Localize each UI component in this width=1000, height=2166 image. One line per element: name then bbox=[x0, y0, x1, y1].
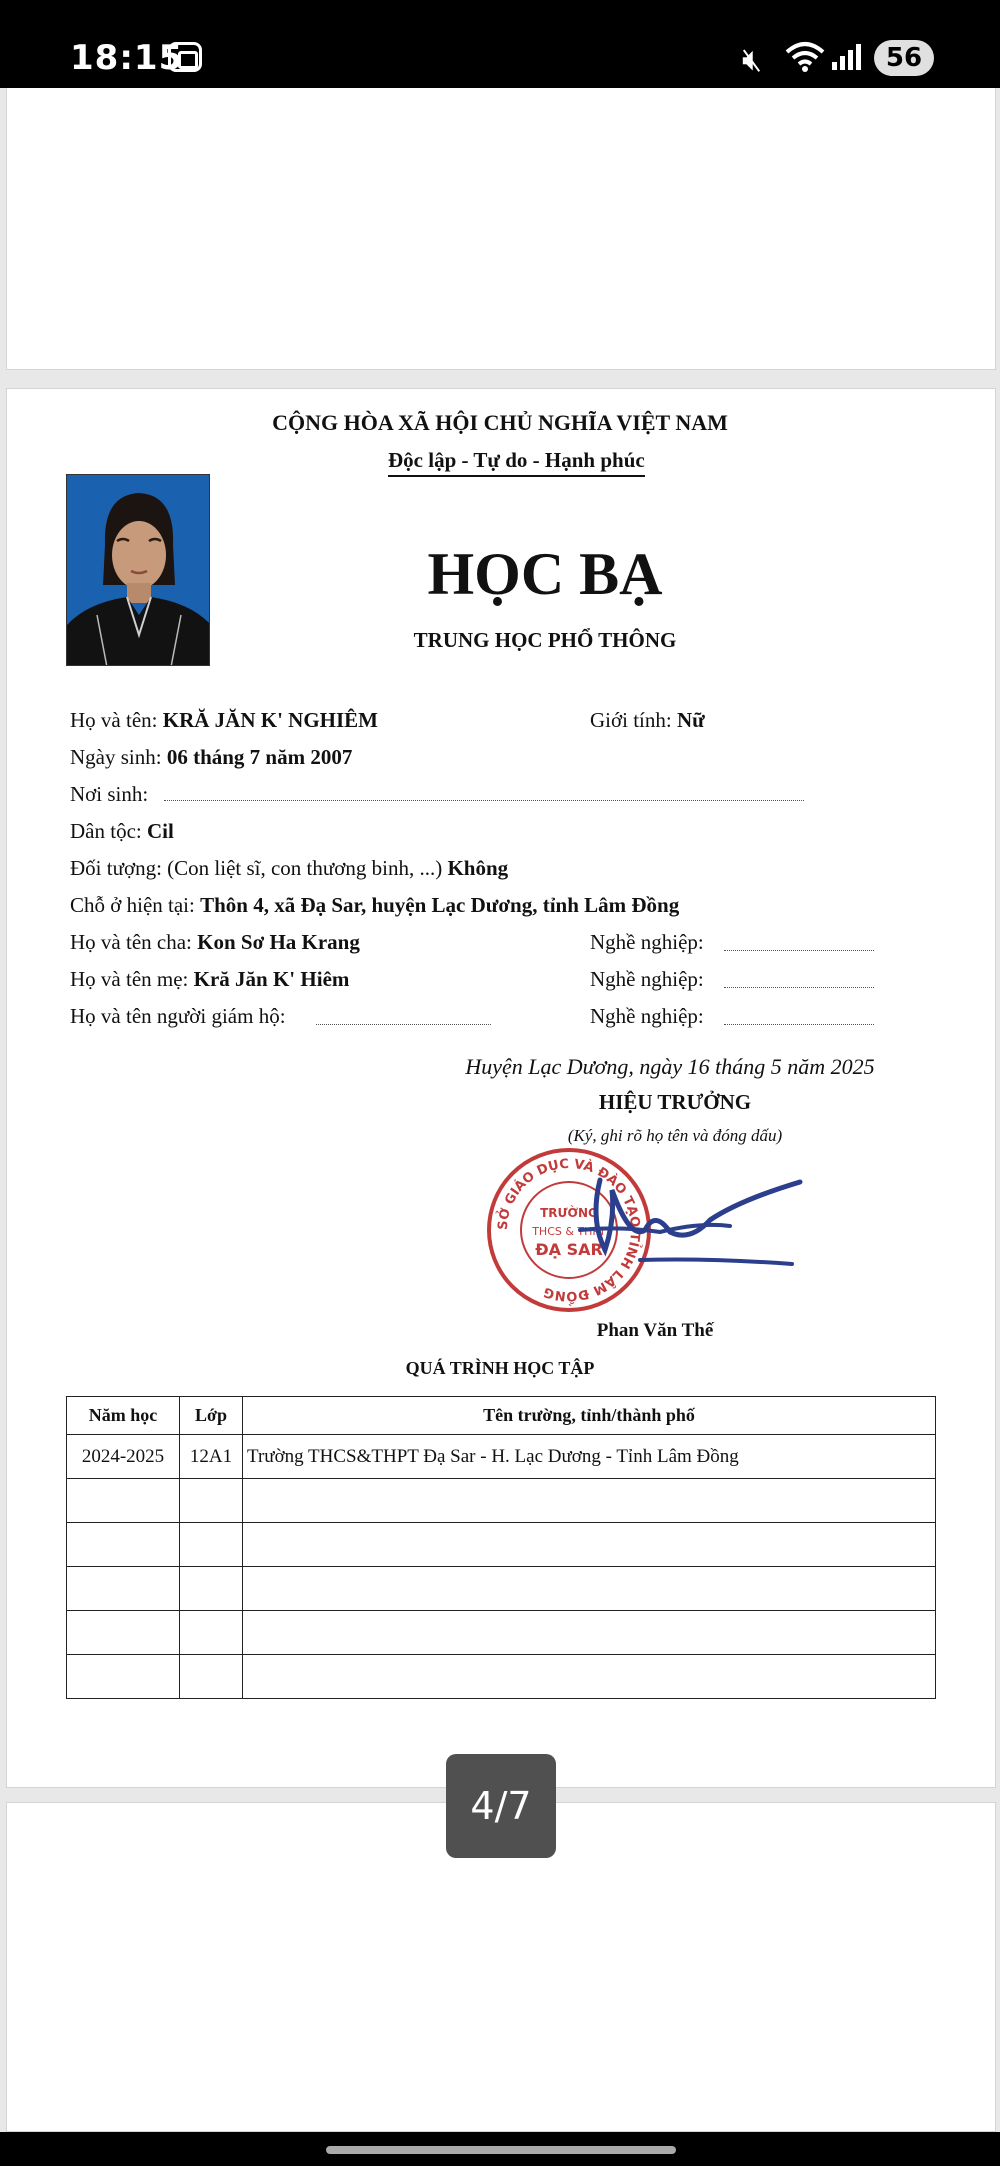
stamp-line-2: THCS & THPT bbox=[532, 1225, 606, 1238]
wifi-icon bbox=[785, 40, 825, 80]
screenshot-icon bbox=[168, 42, 202, 72]
table-row bbox=[67, 1655, 936, 1699]
cell-school-year: 2024-2025 bbox=[67, 1435, 180, 1479]
header-class: Lớp bbox=[180, 1397, 243, 1435]
history-table bbox=[66, 1396, 936, 1699]
table-row bbox=[67, 1567, 936, 1611]
cell-school-year bbox=[67, 1611, 180, 1655]
nation-heading: CỘNG HÒA XÃ HỘI CHỦ NGHĨA VIỆT NAM bbox=[272, 410, 728, 435]
signature-note: (Ký, ghi rõ họ tên và đóng dấu) bbox=[567, 1126, 783, 1145]
cell-school-name bbox=[243, 1611, 936, 1655]
guardian-occupation-field: Nghề nghiệp: bbox=[590, 1004, 704, 1028]
cell-school-name bbox=[243, 1567, 936, 1611]
clock: 18:15 bbox=[70, 38, 184, 78]
father-occupation-field: Nghề nghiệp: bbox=[590, 930, 704, 954]
stamp-line-3: ĐẠ SAR bbox=[535, 1240, 603, 1259]
mother-occupation-field: Nghề nghiệp: bbox=[590, 967, 704, 991]
father-name: Kon Sơ Ha Krang bbox=[197, 930, 360, 954]
mute-icon: 🔇︎ bbox=[742, 40, 763, 78]
cell-class: 12A1 bbox=[180, 1435, 243, 1479]
student-name-field: Họ và tên: KRĂ JĂN K' NGHIÊM bbox=[70, 708, 378, 732]
principal-signature bbox=[560, 1160, 810, 1290]
mother-name: Kră Jăn K' Hiêm bbox=[193, 967, 350, 991]
dob-value: 06 tháng 7 năm 2007 bbox=[166, 745, 353, 769]
navigation-bar bbox=[0, 2132, 1000, 2166]
dob-field: Ngày sinh: 06 tháng 7 năm 2007 bbox=[70, 745, 353, 769]
cell-school-name bbox=[243, 1523, 936, 1567]
category-value: Không bbox=[447, 856, 509, 880]
student-name: KRĂ JĂN K' NGHIÊM bbox=[162, 708, 378, 732]
mother-occupation-blank bbox=[724, 987, 874, 988]
father-field: Họ và tên cha: Kon Sơ Ha Krang bbox=[70, 930, 360, 954]
stamp-line-1: TRƯỜNG bbox=[540, 1206, 598, 1220]
cell-class bbox=[180, 1479, 243, 1523]
document-subtitle: TRUNG HỌC PHỔ THÔNG bbox=[413, 628, 677, 652]
principal-title: HIỆU TRƯỞNG bbox=[598, 1090, 752, 1114]
history-title: QUÁ TRÌNH HỌC TẬP bbox=[405, 1358, 595, 1378]
signal-icon bbox=[832, 40, 864, 72]
birthplace-blank bbox=[164, 800, 804, 801]
cell-class bbox=[180, 1523, 243, 1567]
status-bar bbox=[0, 0, 1000, 88]
gender-field: Giới tính: Nữ bbox=[590, 708, 705, 732]
student-photo bbox=[66, 474, 210, 666]
table-row bbox=[67, 1523, 936, 1567]
category-field: Đối tượng: (Con liệt sĩ, con thương binh, ...) Không bbox=[70, 856, 509, 880]
cell-school-year bbox=[67, 1523, 180, 1567]
battery-indicator: 56 bbox=[874, 40, 934, 76]
cell-school-year bbox=[67, 1479, 180, 1523]
cell-school-name bbox=[243, 1655, 936, 1699]
header-school-year: Năm học bbox=[67, 1397, 180, 1435]
document-title: HỌC BẠ bbox=[427, 541, 663, 607]
table-row bbox=[67, 1435, 936, 1479]
mother-field: Họ và tên mẹ: Kră Jăn K' Hiêm bbox=[70, 967, 350, 991]
ethnicity-value: Cil bbox=[146, 819, 174, 843]
guardian-blank bbox=[316, 1024, 491, 1025]
guardian-occupation-blank bbox=[724, 1024, 874, 1025]
cell-school-name: Trường THCS&THPT Đạ Sar - H. Lạc Dương - Tỉnh Lâm Đồng bbox=[243, 1435, 936, 1479]
page-indicator: 4/7 bbox=[446, 1754, 556, 1858]
cell-class bbox=[180, 1655, 243, 1699]
gender-value: Nữ bbox=[676, 708, 705, 732]
father-occupation-blank bbox=[724, 950, 874, 951]
cell-school-year bbox=[67, 1655, 180, 1699]
cell-class bbox=[180, 1611, 243, 1655]
cell-school-year bbox=[67, 1567, 180, 1611]
table-header-row bbox=[67, 1397, 936, 1435]
residence-field: Chỗ ở hiện tại: Thôn 4, xã Đạ Sar, huyện Lạc Dương, tỉnh Lâm Đồng bbox=[70, 893, 680, 917]
place-date: Huyện Lạc Dương, ngày 16 tháng 5 năm 2025 bbox=[465, 1054, 875, 1079]
birthplace-field: Nơi sinh: bbox=[70, 782, 149, 806]
principal-name: Phan Văn Thế bbox=[596, 1320, 714, 1341]
home-gesture-handle[interactable] bbox=[326, 2146, 676, 2154]
cell-class bbox=[180, 1567, 243, 1611]
previous-page[interactable] bbox=[6, 88, 996, 370]
stamp-outer-text: SỞ GIÁO DỤC VÀ ĐÀO TẠO TỈNH LÂM ĐỒNG bbox=[495, 1156, 643, 1304]
motto: Độc lập - Tự do - Hạnh phúc bbox=[388, 448, 645, 477]
residence-value: Thôn 4, xã Đạ Sar, huyện Lạc Dương, tỉnh Lâm Đồng bbox=[200, 893, 680, 917]
table-row bbox=[67, 1479, 936, 1523]
guardian-field: Họ và tên người giám hộ: bbox=[70, 1004, 286, 1028]
cell-school-name bbox=[243, 1479, 936, 1523]
ethnicity-field: Dân tộc: Cil bbox=[70, 819, 174, 843]
table-row bbox=[67, 1611, 936, 1655]
header-school-name: Tên trường, tỉnh/thành phố bbox=[243, 1397, 936, 1435]
